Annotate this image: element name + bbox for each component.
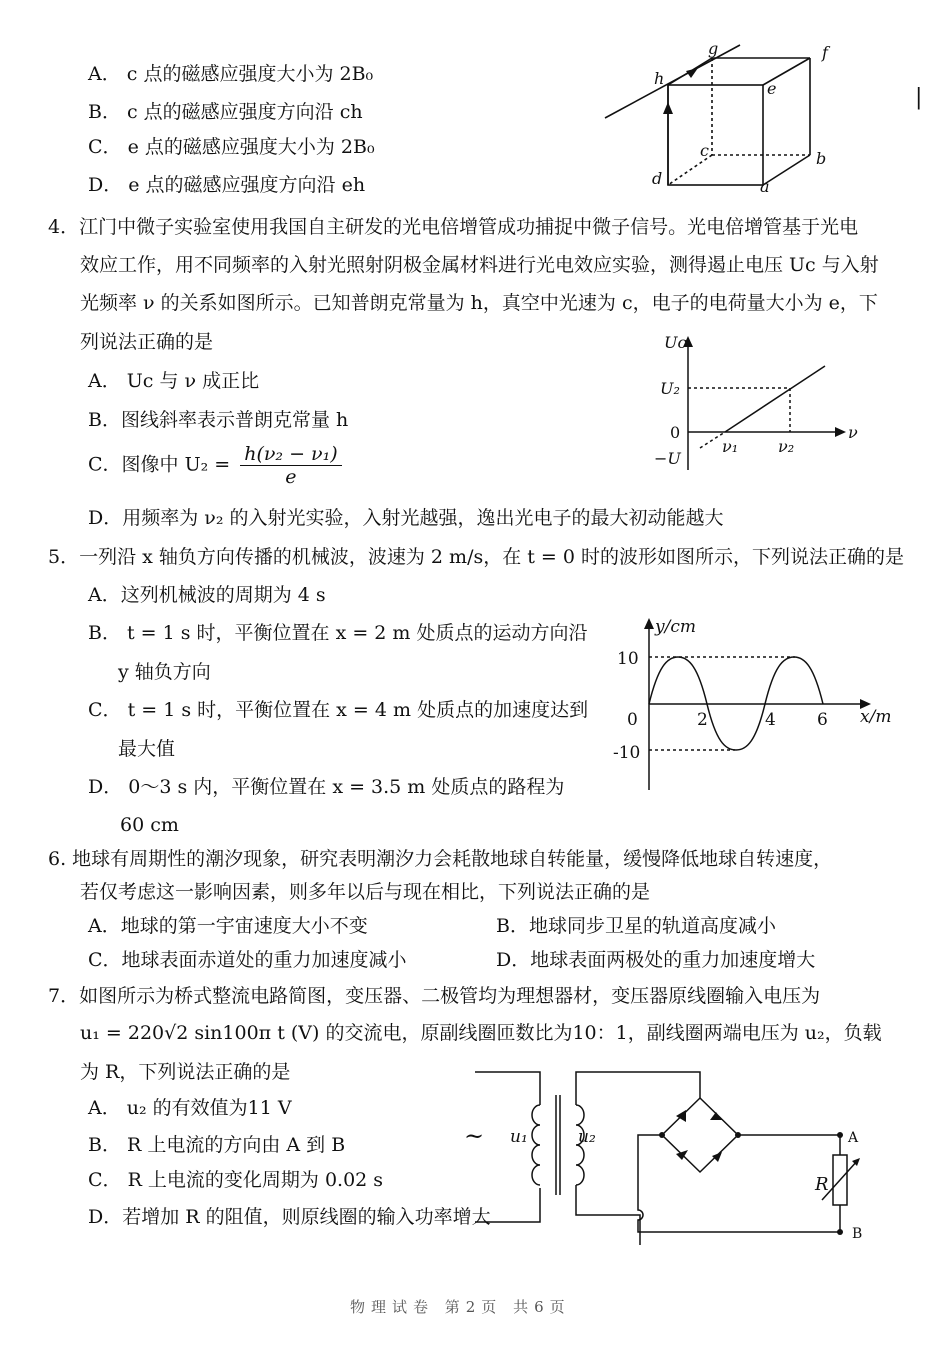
q4-stem-line3: 光频率 ν 的关系如图所示。已知普朗克常量为 h，真空中光速为 c，电子的电荷量大小为 e，下 (80, 292, 878, 314)
q6-option-c: C．地球表面赤道处的重力加速度减小 (88, 949, 407, 971)
label-g: g (708, 39, 719, 58)
y-arrow-icon (644, 618, 654, 629)
label-u1: u₁ (510, 1127, 528, 1147)
q7-rectifier-circuit (460, 1060, 880, 1245)
tick-x-4: 4 (765, 710, 776, 730)
x-arrow-icon (835, 427, 846, 437)
label-u2: U₂ (660, 379, 680, 398)
q6-stem-line1: 6. 地球有周期性的潮汐现象，研究表明潮汐力会耗散地球自转能量，缓慢降低地球自转速度， (48, 848, 833, 870)
q4-stem-line2: 效应工作，用不同频率的入射光照射阴极金属材料进行光电效应实验，测得遏止电压 Uc 与入射 (80, 254, 879, 276)
q7-stem-line1: 7．如图所示为桥式整流电路简图，变压器、二极管均为理想器材，变压器原线圈输入电压为 (48, 985, 821, 1007)
wire-arrow-icon (686, 68, 698, 78)
q4-fraction (240, 443, 341, 488)
q5-option-c-line2: 最大值 (118, 738, 176, 760)
label-f: f (822, 43, 828, 62)
q7-option-d: D．若增加 R 的阻值，则原线圈的输入功率增大 (88, 1206, 491, 1228)
q3-option-b: B． c 点的磁感应强度方向沿 ch (88, 101, 363, 123)
q4-option-d: D．用频率为 ν₂ 的入射光实验，入射光越强，逸出光电子的最大初动能越大 (88, 507, 724, 529)
q5-stem: 5．一列沿 x 轴负方向传播的机械波，波速为 2 m/s，在 t = 0 时的波形如图所示，下列说法正确的是 (48, 546, 905, 568)
label-nu2: ν₂ (778, 437, 795, 456)
label-neg-u: −U (654, 449, 681, 468)
q7-stem-line2: u₁ = 220√2 sin100π t (V) 的交流电，原副线圈匝数比为10：1，副线圈两端电压为 u₂，负载 (80, 1022, 882, 1044)
q7-option-a: A． u₂ 的有效值为11 V (88, 1097, 292, 1119)
q4-option-a: A． Uc 与 ν 成正比 (88, 370, 260, 392)
page-footer: 物理试卷 第2页 共6页 (350, 1298, 571, 1316)
q6-option-b: B．地球同步卫星的轨道高度减小 (496, 915, 776, 937)
q5-option-b-line1: B． t = 1 s 时，平衡位置在 x = 2 m 处质点的运动方向沿 (88, 622, 588, 644)
q5-option-d-line2: 60 cm (120, 814, 179, 836)
q6-option-d: D．地球表面两极处的重力加速度增大 (496, 949, 816, 971)
axis-label-y: y/cm (655, 617, 696, 637)
q7-option-b: B． R 上电流的方向由 A 到 B (88, 1134, 346, 1156)
q3-option-c: C． e 点的磁感应强度大小为 2B₀ (88, 136, 375, 158)
q4-fraction-denominator: e (285, 466, 297, 488)
q7-option-c: C． R 上电流的变化周期为 0.02 s (88, 1169, 384, 1191)
side-mark: | (915, 85, 923, 110)
label-a: a (760, 177, 770, 196)
up-arrow-icon (663, 102, 673, 114)
q5-option-a: A．这列机械波的周期为 4 s (88, 584, 326, 606)
label-c: c (700, 141, 709, 160)
label-zero: 0 (670, 423, 681, 442)
label-e: e (767, 79, 777, 98)
label-nu1: ν₁ (722, 437, 739, 456)
q5-wave-graph (605, 612, 905, 792)
q4-option-c (88, 443, 342, 488)
label-r: R (815, 1174, 829, 1195)
tick-zero: 0 (627, 710, 638, 730)
q5-option-b-line2: y 轴负方向 (118, 661, 211, 683)
q6-option-a: A．地球的第一宇宙速度大小不变 (88, 915, 368, 937)
q3-option-d: D． e 点的磁感应强度方向沿 eh (88, 174, 366, 196)
label-b: b (816, 149, 827, 168)
q3-option-a: A． c 点的磁感应强度大小为 2B₀ (88, 63, 374, 85)
tick-x-2: 2 (697, 710, 708, 730)
label-b: B (852, 1226, 863, 1242)
q7-stem-line3: 为 R，下列说法正确的是 (80, 1061, 291, 1083)
axis-label-uc: Uc (664, 333, 687, 352)
q5-option-c-line1: C． t = 1 s 时，平衡位置在 x = 4 m 处质点的加速度达到 (88, 699, 589, 721)
axis-label-nu: ν (848, 423, 858, 442)
label-h: h (654, 69, 665, 88)
tick-y-top: 10 (617, 649, 639, 669)
q4-fraction-numerator: h(ν₂ − ν₁) (240, 443, 341, 466)
q4-uc-nu-graph (650, 330, 870, 480)
q3-cube-diagram (600, 40, 840, 210)
label-d: d (652, 169, 663, 188)
q4-stem-line4: 列说法正确的是 (80, 331, 214, 353)
tick-x-6: 6 (817, 710, 828, 730)
axis-label-x: x/m (860, 707, 892, 727)
q6-stem-line2: 若仅考虑这一影响因素，则多年以后与现在相比，下列说法正确的是 (80, 881, 651, 903)
q4-option-c-prefix: C．图像中 U₂ = (88, 453, 231, 476)
q5-option-d-line1: D． 0～3 s 内，平衡位置在 x = 3.5 m 处质点的路程为 (88, 776, 565, 798)
label-a: A (848, 1130, 859, 1146)
q4-option-b: B．图线斜率表示普朗克常量 h (88, 409, 349, 431)
tick-y-bottom: -10 (613, 743, 641, 763)
q4-stem-line1: 4．江门中微子实验室使用我国自主研发的光电倍增管成功捕捉中微子信号。光电倍增管基于光电 (48, 216, 859, 238)
ac-source-icon: ~ (464, 1122, 485, 1150)
label-u2: u₂ (578, 1127, 596, 1147)
